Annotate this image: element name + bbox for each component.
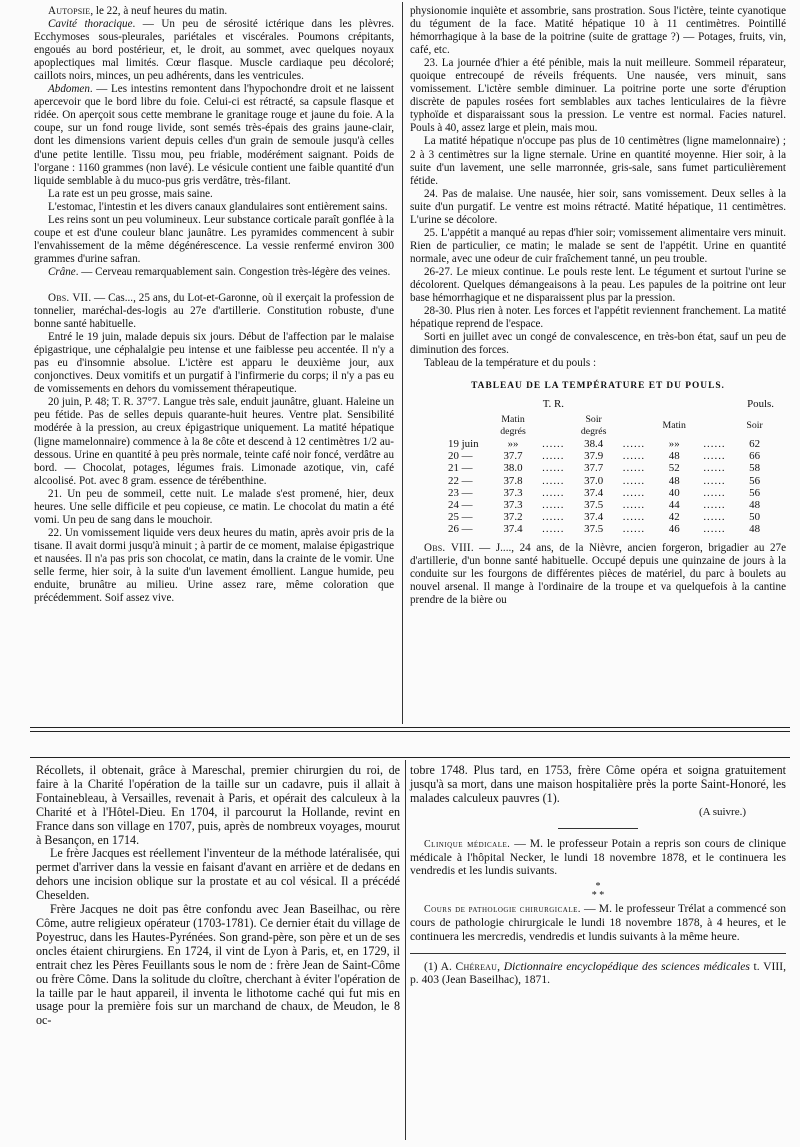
- paragraph: [36, 764, 400, 847]
- table-cell-tr-soir: 37.9: [584, 450, 604, 463]
- paragraph: [34, 201, 394, 214]
- table-cell-p-soir: 62: [749, 437, 761, 450]
- table-cell-p-matin: 44: [668, 498, 680, 511]
- table-group-tr: T. R.: [542, 398, 564, 411]
- col-p-matin: Matin: [662, 419, 686, 431]
- paragraph-text: Frère Jacques ne doit pas être confondu avec Jean Baseilhac, ou rère Côme, autre religieux opérateur (1703-1781). Ce dernier était du village de Poyestruc, dans les Hautes-Pyrénées. Son grand-père, son père et un de ses oncles étaient chirurgiens. En 1724, il vint de Lyon à Paris, et, en 1729, il entrait chez les Pères Feuillants sous le nom de : frère Jean de Saint-Côme ou frère Côme. Dans la solitude du cloître, cherchant à éviter l'opération de la taille par le haut appareil, il inventa le lithotome caché qui fut mis en usage pour la première fois sur un marchand de chaux, de Meudon, le 8 oc-: [36, 902, 400, 1028]
- table-cell-day: 26 —: [448, 523, 473, 536]
- paragraph: [34, 214, 394, 266]
- table-row: [446, 499, 776, 511]
- footnote-rule: [410, 953, 786, 954]
- section-divider-rule-1: [30, 727, 790, 728]
- table-cell-tr-soir: 37.0: [584, 474, 604, 487]
- table-cell-dots: ......: [542, 511, 565, 524]
- table-cell-p-matin: 52: [668, 462, 680, 475]
- paragraph: [34, 488, 394, 527]
- column-divider-top: [402, 2, 403, 724]
- table-cell-tr-soir: 37.5: [584, 498, 604, 511]
- table-cell-p-soir: 48: [749, 523, 761, 536]
- paragraph: [34, 266, 394, 279]
- table-cell-p-soir: 56: [749, 486, 761, 499]
- table-cell-dots: ......: [542, 450, 565, 463]
- paragraph-gap: [34, 279, 394, 292]
- table-row: [446, 511, 776, 523]
- top-left-column: [34, 5, 394, 605]
- table-cell-dots: ......: [703, 450, 726, 463]
- top-right-paragraphs: [410, 5, 786, 370]
- paragraph-text: , le 22, à neuf heures du matin.: [90, 5, 228, 17]
- paragraph: [34, 5, 394, 18]
- paragraph-lead: Cavité thoracique: [48, 18, 133, 31]
- table-row: [446, 487, 776, 499]
- table-row: [446, 438, 776, 450]
- paragraph-lead: Abdomen: [48, 83, 90, 96]
- paragraph: [34, 292, 394, 331]
- table-cell-dots: ......: [542, 486, 565, 499]
- paragraph-text: La rate est un peu grosse, mais saine.: [48, 187, 213, 200]
- paragraph-lead: Crâne: [48, 265, 76, 278]
- table-cell-dots: ......: [703, 523, 726, 536]
- paragraph-text: tobre 1748. Plus tard, en 1753, frère Côme opéra et soigna gratuitement jusqu'à sa mort, dans une maison hospitalière près la porte Saint-Honoré, les malades calculeux pauvres (1).: [410, 763, 786, 805]
- paragraph-text: Sorti en juillet avec un congé de convalescence, en très-bon état, sauf un peu de diminution des forces.: [410, 331, 786, 357]
- table-cell-dots: ......: [542, 474, 565, 487]
- paragraph: [410, 227, 786, 266]
- paragraph-text: Entré le 19 juin, malade depuis six jours. Début de l'affection par le malaise épigastrique, une céphalalgie peu intense et une faiblesse peu accentée. Il n'y a pas eu d'insomnie absolue. L'ictère est apparu le deuxième jour, aux conjonctives. Deux vomitifs et un purgatif à l'infirmerie du corps; il n'y a pas eu de vomissements en dehors du vomissement thérapeutique.: [34, 331, 394, 396]
- footnote: (1) A. Chéreau, Dictionnaire encyclopédique des sciences médicales t. VIII, p. 403 (Jean Baseilhac), 1871.: [410, 960, 787, 987]
- paragraph: [410, 135, 786, 187]
- table-row: [446, 523, 776, 535]
- paragraph: [410, 266, 786, 305]
- table-cell-dots: ......: [542, 437, 565, 450]
- table-row: [446, 450, 776, 462]
- table-cell-day: 25 —: [448, 511, 473, 524]
- table-cell-day: 23 —: [448, 486, 473, 499]
- paragraph: [410, 5, 786, 57]
- table-cell-tr-soir: 38.4: [584, 437, 604, 450]
- table-cell-dots: ......: [622, 437, 646, 450]
- table-cell-dots: ......: [622, 486, 646, 499]
- paragraph-text: 24. Pas de malaise. Une nausée, hier soir, sans vomissement. Deux selles à la suite d'un purgatif. Le ventre est moins rétracté. Matité hépatique, 11 centimètres. L'urine se décolore.: [410, 187, 786, 226]
- table-cell-dots: ......: [622, 498, 646, 511]
- table-cell-p-soir: 66: [749, 450, 761, 463]
- table-cell-p-soir: 58: [749, 462, 761, 475]
- paragraph: [410, 357, 786, 370]
- table-cell-day: 21 —: [448, 462, 473, 475]
- table-cell-p-soir: 50: [749, 511, 761, 524]
- table-cell-day: 24 —: [448, 498, 473, 511]
- table-cell-tr-matin: 37.4: [503, 523, 523, 536]
- paragraph-text: . — Un peu de sérosité ictérique dans les plèvres. Ecchymoses sous-pleurales, pariétales et viscérales. Poumons crépitants, engoués au bord postérieur, et, le droit, au sommet, avec quelques noyaux apoplectiques mal limités. Cœur flasque. Muscle cardiaque peu décoloré; caillots noirs, minces, un peu adhérents, dans les ventricules.: [34, 18, 394, 83]
- table-cell-tr-matin: 38.0: [503, 462, 523, 475]
- col-p-soir: Soir: [746, 419, 763, 431]
- paragraph: [410, 57, 786, 135]
- asterism: * * *: [591, 880, 605, 901]
- paragraph: [36, 903, 400, 1028]
- short-divider: [558, 828, 638, 829]
- table-cell-dots: ......: [542, 523, 565, 536]
- paragraph: [34, 331, 394, 396]
- table-cell-dots: ......: [703, 474, 726, 487]
- table-cell-tr-matin: 37.3: [503, 498, 523, 511]
- paragraph: [34, 18, 394, 83]
- paragraph-text: 25. L'appétit a manqué au repas d'hier soir; vomissement alimentaire vers minuit. Rien de particulier, ce matin; le malade se sent de l'appétit. Urine en quantité normale, avec une odeur de cuir fraîchement tanné, un peu trouble.: [410, 226, 786, 265]
- table-cell-p-matin: »»: [668, 437, 680, 450]
- table-cell-dots: ......: [703, 437, 726, 450]
- table-cell-dots: ......: [542, 498, 565, 511]
- paragraph: [410, 305, 786, 331]
- a-suivre: (A suivre.): [698, 805, 746, 818]
- table-cell-dots: ......: [622, 462, 646, 475]
- paragraph: [410, 188, 786, 227]
- table-cell-dots: ......: [542, 462, 565, 475]
- paragraph-text: 21. Un peu de sommeil, cette nuit. Le malade s'est promené, hier, deux heures. Une selle difficile et peu copieuse, ce matin. Le chocolat du matin a été vomi. Un peu de sang dans le mouchoir.: [34, 487, 394, 526]
- paragraph-text: Récollets, il obtenait, grâce à Mareschal, premier chirurgien du roi, de faire à la Charité l'opération de la taille sur un cadavre, puis il allait à Fontainebleau, à Versailles, revenait à Paris, et opérait des calculeux à la Charité et à l'Hôtel-Dieu. En 1704, il parcourut la Hollande, revint en France dans son village en 1707, puis, après de nombreux voyages, mourut à Besançon, en 1714.: [36, 763, 400, 847]
- paragraph-text: 22. Un vomissement liquide vers deux heures du matin, après avoir pris de la tisane. Il avait dormi jusqu'à minuit ; à partir de ce moment, malaise épigastrique et nausées. Il n'a pas pris son chocolat, ce matin, dans la crainte de le vomir. Une selle ferme, hier soir, à la suite d'un lavement émollient. Langue humide, peu enduite, brunâtre au milieu. Urine assez rare, même coloration que précédemment. Soif assez vive.: [34, 526, 394, 605]
- bottom-right-column: [410, 764, 786, 987]
- paragraph: [34, 188, 394, 201]
- table-cell-dots: ......: [703, 462, 726, 475]
- paragraph-text: Les reins sont un peu volumineux. Leur substance corticale paraît gonflée à la coupe et est d'une couleur blanc jaunâtre. Les pyramides commencent à subir l'envahissement de la même dégénérescence. La vessie renfermé environ 300 grammes d'urine safran.: [34, 213, 394, 265]
- table-cell-p-matin: 46: [668, 523, 680, 536]
- table-cell-dots: ......: [622, 523, 646, 536]
- paragraph-text: La matité hépatique n'occupe pas plus de 10 centimètres (ligne mamelonnaire) ; 2 à 3 centimètres sur la ligne sternale. Urine en quantité moyenne. Hier soir, à la suite d'un lavement, une selle marronnée, gris-sale, sans fumet particulièrement fétide.: [410, 135, 786, 187]
- table-cell-day: 20 —: [448, 450, 473, 463]
- table-cell-tr-matin: 37.2: [503, 511, 523, 524]
- table-cell-tr-matin: 37.3: [503, 486, 523, 499]
- table-cell-p-matin: 40: [668, 486, 680, 499]
- table-title: TABLEAU DE LA TEMPÉRATURE ET DU POULS.: [471, 381, 725, 392]
- column-divider-bottom: [405, 760, 406, 1140]
- paragraph: [410, 331, 786, 357]
- paragraph: [36, 847, 400, 903]
- notice-clinique: Clinique médicale. — M. le professeur Potain a repris son cours de clinique médicale à l'hôpital Necker, le lundi 18 novembre 1878, et le continuera les vendredis et les lundis suivants.: [410, 836, 786, 878]
- feuilleton-rule: [30, 757, 790, 758]
- paragraph: [410, 542, 786, 607]
- paragraph: [410, 764, 786, 806]
- paragraph-text: . — J...., 24 ans, de la Nièvre, ancien forgeron, brigadier au 27e d'artillerie, d'un bonne santé habituelle. Occupé depuis une quinzaine de jours à la conduite sur les fourgons de différentes pièces de matériel, du parc à boulets au nouvel arsenal. Il mange à l'ordinaire de la troupe et va quelquefois à la cantine prendre de la bière ou: [410, 541, 787, 606]
- temperature-table: [446, 398, 776, 535]
- notice-cours: Cours de pathologie chirurgicale. — M. le professeur Trélat a commencé son cours de pathologie chirurgicale le lundi 18 novembre 1878, à 4 heures, et le continuera les mercredis, vendredis et lundis suivants à la même heure.: [410, 901, 786, 943]
- table-cell-tr-soir: 37.7: [584, 462, 604, 475]
- paragraph-text: L'estomac, l'intestin et les divers canaux glandulaires sont entièrement sains.: [48, 200, 388, 213]
- paragraph-text: . — Cas..., 25 ans, du Lot-et-Garonne, où il exerçait la profession de tonnelier, maréchal-des-logis au 27e d'artillerie. Constitution robuste, d'une bonne santé habituelle.: [34, 291, 394, 331]
- paragraph-lead: Obs. VIII: [424, 541, 471, 554]
- table-cell-dots: ......: [703, 511, 726, 524]
- bottom-left-column: [36, 764, 400, 1028]
- paragraph-text: 28-30. Plus rien à noter. Les forces et l'appétit reviennent franchement. La matité hépatique reprend de l'espace.: [410, 305, 786, 331]
- table-cell-tr-soir: 37.4: [584, 511, 604, 524]
- paragraph-text: physionomie inquiète et assombrie, sans prostration. Sous l'ictère, teinte cyanotique du tégument de la face. Matité hépatique 10 à 11 centimètres. Pointillé hémorrhagique à la base de la poitrine (suite de grattage ?) — Potages, fruits, vin, café, etc.: [410, 5, 786, 57]
- table-cell-tr-matin: 37.8: [503, 474, 523, 487]
- section-divider-rule-2: [30, 731, 790, 732]
- table-group-pouls: Pouls.: [747, 398, 774, 411]
- table-cell-dots: ......: [622, 511, 646, 524]
- table-cell-day: 22 —: [448, 474, 473, 487]
- paragraph-text: 26-27. Le mieux continue. Le pouls reste lent. Le tégument et surtout l'urine se décolorent. Quelques démangeaisons à la peau. Les papules de la poitrine ont leur base hémorrhagique et ne disparaissent plus par la pression.: [410, 265, 786, 305]
- table-cell-p-matin: 48: [668, 450, 680, 463]
- table-row: [446, 475, 776, 487]
- table-cell-p-soir: 56: [749, 474, 761, 487]
- paragraph: [34, 527, 394, 605]
- table-cell-dots: ......: [622, 450, 646, 463]
- paragraph: [34, 396, 394, 487]
- table-cell-p-soir: 48: [749, 498, 761, 511]
- top-right-column: [410, 5, 786, 607]
- table-row: [446, 462, 776, 474]
- table-cell-tr-soir: 37.5: [584, 523, 604, 536]
- paragraph: [34, 83, 394, 187]
- paragraph-text: . — Les intestins remontent dans l'hypochondre droit et ne laissent apercevoir que le bord libre du foie. Celui-ci est rétracté, sa capsule flasque et ridée. On aperçoit sous cette membrane le granitage rouge et jaune du foie. A la coupe, sur un fond rouge livide, sont semés très-épais des grains jaune-clair, dont les dimensions varient depuis celles d'un grain de semoule jusqu'à celles d'une petite lentille. Tissu mou, peu friable, modérément saignant. Poids de l'organe : 1160 grammes (non lavé). Le vésicule contient une faible quantité d'un liquide semblable à du muco-pus gris verdâtre, très-filant.: [34, 83, 394, 187]
- table-cell-tr-soir: 37.4: [584, 486, 604, 499]
- col-tr-soir: Soir degrés: [580, 413, 607, 437]
- table-cell-tr-matin: 37.7: [503, 450, 523, 463]
- top-right-after-table: [410, 542, 786, 607]
- paragraph-text: Le frère Jacques est réellement l'inventeur de la méthode latéralisée, qui permet d'arriver dans la vessie en faisant d'avant en arrière et de dedans en dehors une incision oblique sur la prostate et au col vésical. Il a précédé Cheselden.: [36, 846, 400, 903]
- bottom-right-paragraphs: [410, 764, 786, 806]
- table-cell-p-matin: 48: [668, 474, 680, 487]
- paragraph-lead: Obs. VII: [48, 291, 89, 304]
- paragraph-lead: Autopsie: [48, 5, 91, 17]
- table-cell-tr-matin: »»: [507, 437, 519, 450]
- table-cell-dots: ......: [703, 498, 726, 511]
- paragraph-text: 20 juin, P. 48; T. R. 37°7. Langue très sale, enduit jaunâtre, gluant. Haleine un peu fétide. Pas de selles depuis quarante-huit heures. Ventre plat. Sensibilité modérée à la pression, au creux épigastrique uniquement. La matité hépatique (ligne mamelonnaire) commence à la 8e côte et descend à 12 centimètres 1/2 au-dessous. Urine en quantité à peu près normale, teinte café noir foncé, verdâtre au bord. — Chocolat, potages, légumes frais. Limonade azotique, vin, café alcoolisé. Pot. avec 8 gram. essence de térébenthine.: [34, 396, 395, 487]
- table-cell-p-matin: 42: [668, 511, 680, 524]
- paragraph-text: 23. La journée d'hier a été pénible, mais la nuit meilleure. Sommeil réparateur, quoique entrecoupé de réveils fréquents. Une nausée, vers minuit, sans vomissement. L'ictère semble diminuer. La poitrine porte une sorte d'éruption discrète de papules rosées fort semblables aux taches lenticulaires de la fièvre typhoïde et disparaissant sous la pression. Le ventre est normal. Facies naturel. Pouls à 40, assez large et plein, mais mou.: [410, 57, 786, 135]
- paragraph-text: Tableau de la température et du pouls :: [424, 357, 597, 370]
- table-cell-dots: ......: [622, 474, 646, 487]
- table-cell-dots: ......: [703, 486, 726, 499]
- paragraph-text: . — Cerveau remarquablement sain. Congestion très-légère des veines.: [75, 265, 391, 278]
- col-tr-matin: Matin degrés: [500, 413, 526, 437]
- table-cell-day: 19 juin: [448, 437, 479, 450]
